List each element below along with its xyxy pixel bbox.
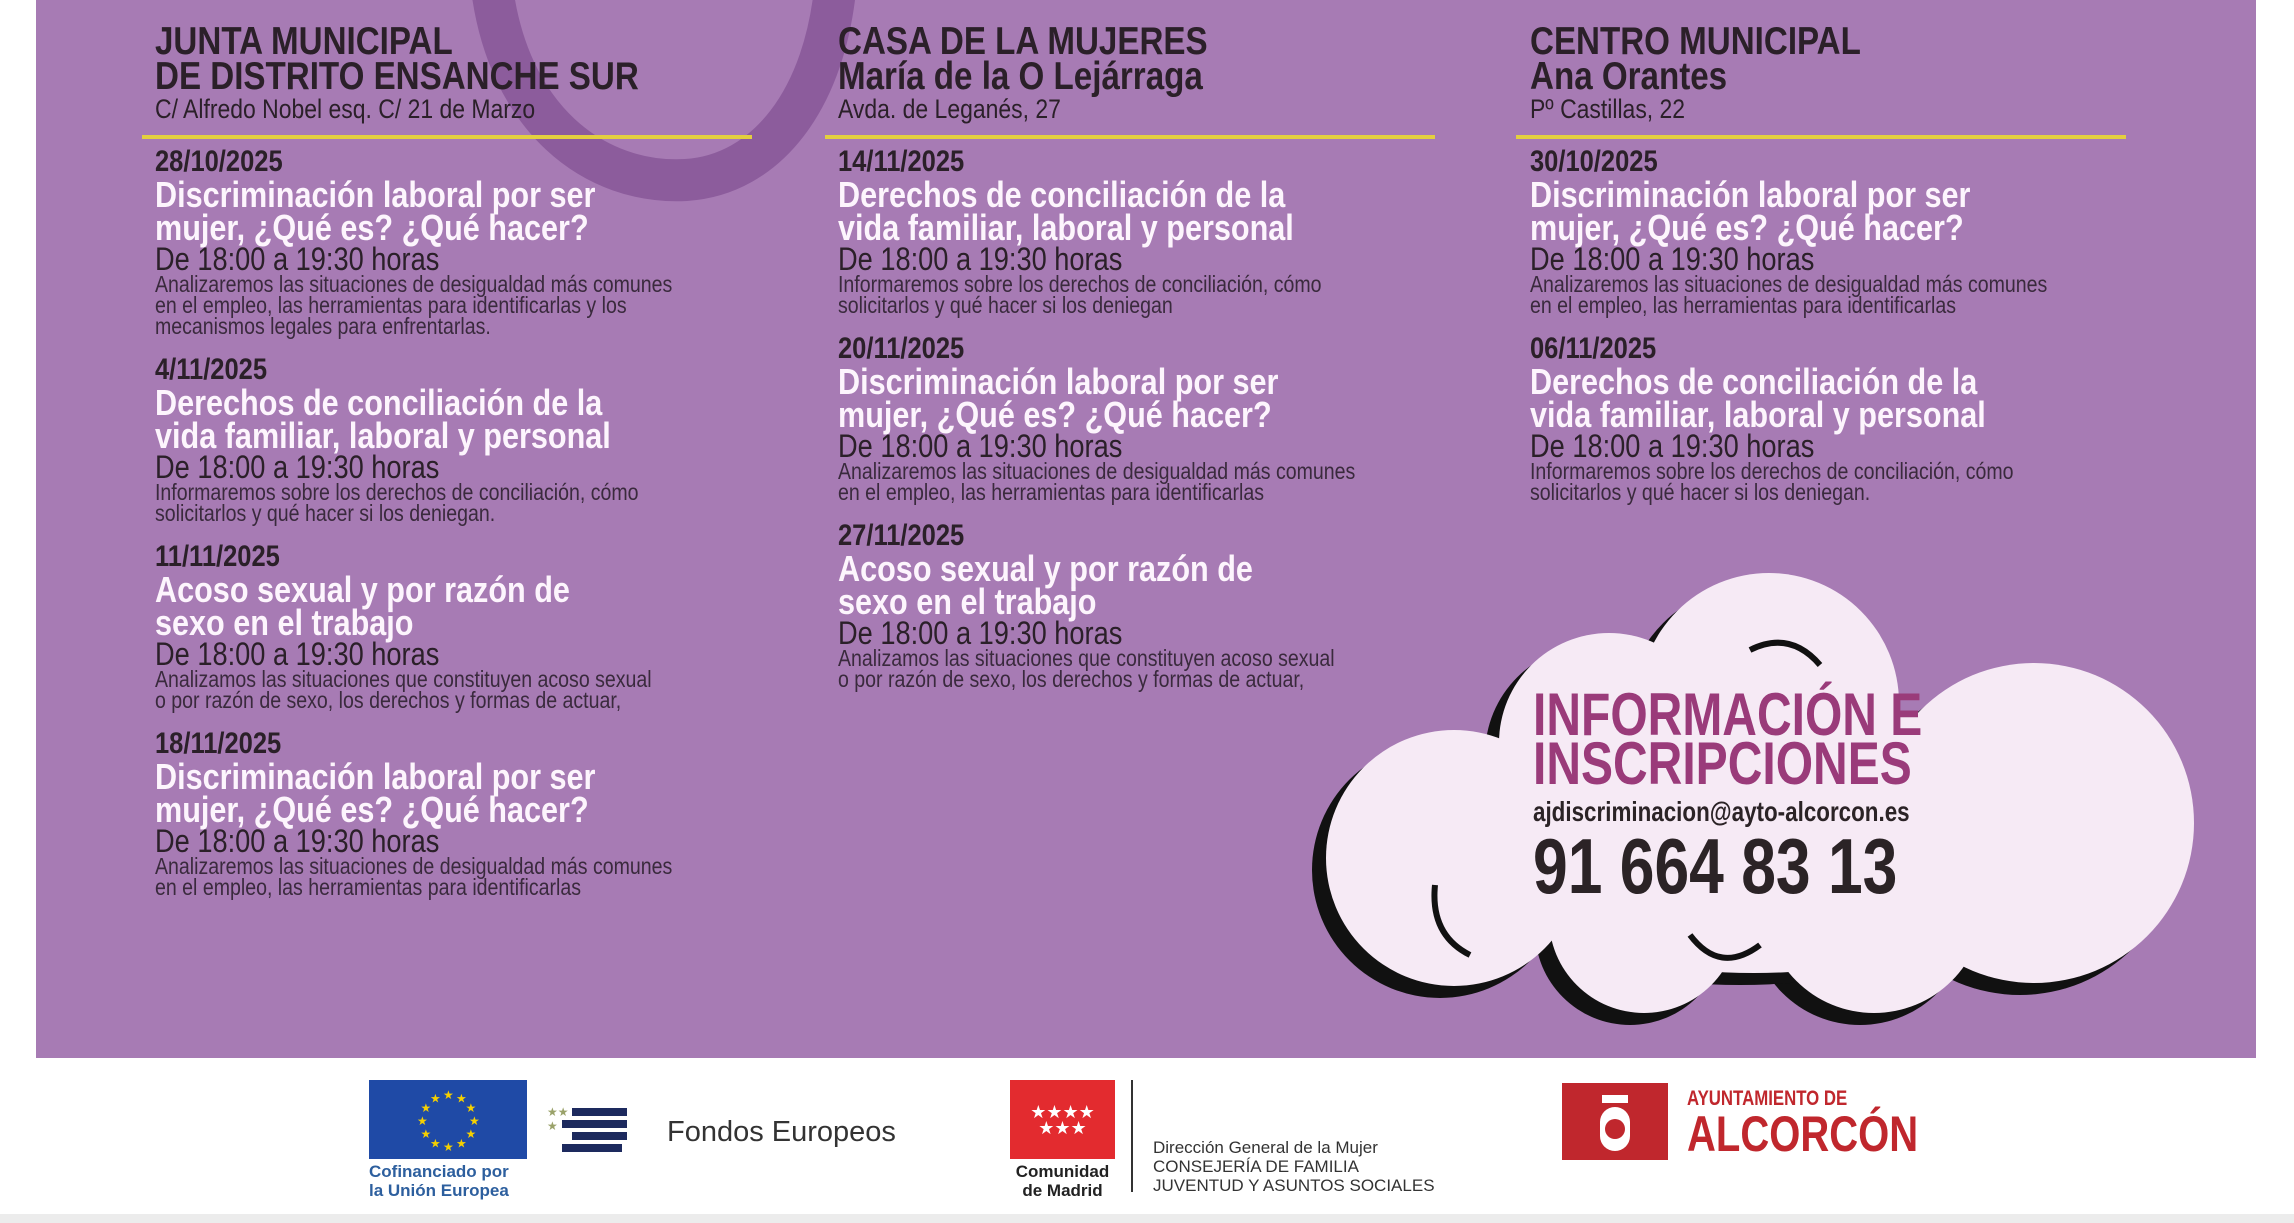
ayto-small-text: AYUNTAMIENTO DE	[1687, 1087, 1848, 1110]
event-time: De 18:00 a 19:30 horas	[838, 241, 1123, 277]
department-line: Dirección General de la Mujer	[1153, 1138, 1378, 1157]
venue-address: Avda. de Leganés, 27	[838, 94, 1061, 124]
venue-name: DE DISTRITO ENSANCHE SUR	[155, 55, 639, 98]
eu-flag-logo	[369, 1080, 527, 1159]
fondos-europeos-label: Fondos Europeos	[667, 1116, 896, 1148]
event-description: Analizaremos las situaciones de desigualdad más comunes	[155, 271, 673, 297]
info-heading: INFORMACIÓN E	[1533, 681, 1923, 748]
event-date: 28/10/2025	[155, 145, 283, 178]
event-item	[155, 728, 672, 898]
event-title: Derechos de conciliación de la	[1530, 361, 1978, 402]
alcorcon-crest-logo	[1562, 1083, 1668, 1160]
venue-name: CENTRO MUNICIPAL	[1530, 20, 1861, 63]
event-date: 4/11/2025	[155, 353, 268, 386]
madrid-stars-icon: ★★★★ ★★★	[1030, 1102, 1095, 1138]
event-description: Analizamos las situaciones que constituyen acoso sexual	[155, 666, 652, 692]
event-description: Analizaremos las situaciones de desigualdad más comunes	[155, 853, 673, 879]
venue-name: María de la O Lejárraga	[838, 55, 1203, 98]
event-item	[838, 520, 1355, 690]
venue-name: CASA DE LA MUJERES	[838, 20, 1208, 63]
event-title: vida familiar, laboral y personal	[1530, 394, 1986, 435]
eu-star: ★	[430, 1136, 441, 1151]
event-date: 20/11/2025	[838, 332, 965, 365]
event-description: Informaremos sobre los derechos de conciliación, cómo	[1530, 458, 2014, 484]
department-line: JUVENTUD Y ASUNTOS SOCIALES	[1153, 1176, 1435, 1195]
madrid-caption-line: de Madrid	[1022, 1181, 1103, 1200]
eu-star: ★	[430, 1091, 441, 1106]
event-description: Analizaremos las situaciones de desigualdad más comunes	[838, 458, 1356, 484]
eu-star: ★	[456, 1136, 467, 1151]
venue-address: Pº Castillas, 22	[1530, 94, 1686, 124]
event-title: Discriminación laboral por ser	[838, 361, 1279, 402]
venue-name: Ana Orantes	[1530, 55, 1728, 98]
department-text	[1153, 1138, 1435, 1195]
venue-address: C/ Alfredo Nobel esq. C/ 21 de Marzo	[155, 94, 536, 124]
madrid-caption-line: Comunidad	[1015, 1162, 1110, 1181]
event-title: Discriminación laboral por ser	[155, 756, 596, 797]
info-registration	[1533, 681, 1923, 910]
divider-rule	[142, 135, 752, 139]
event-description: solicitarlos y qué hacer si los deniegan.	[1530, 479, 1871, 505]
event-title: sexo en el trabajo	[155, 602, 414, 643]
event-date: 27/11/2025	[838, 519, 965, 552]
event-item	[838, 146, 1355, 316]
eu-star: ★	[456, 1091, 467, 1106]
event-time: De 18:00 a 19:30 horas	[155, 636, 440, 672]
eu-star: ★	[443, 1140, 454, 1154]
event-time: De 18:00 a 19:30 horas	[1530, 241, 1815, 277]
event-date: 11/11/2025	[155, 540, 280, 573]
event-title: mujer, ¿Qué es? ¿Qué hacer?	[1530, 207, 1964, 248]
event-time: De 18:00 a 19:30 horas	[1530, 428, 1815, 464]
eu-star: ★	[417, 1114, 428, 1128]
event-title: vida familiar, laboral y personal	[838, 207, 1294, 248]
alcorcon-wordmark	[1687, 1087, 1919, 1162]
event-time: De 18:00 a 19:30 horas	[838, 615, 1123, 651]
info-heading: INSCRIPCIONES	[1533, 730, 1912, 797]
event-title: vida familiar, laboral y personal	[155, 415, 611, 456]
event-date: 18/11/2025	[155, 727, 282, 760]
event-date: 30/10/2025	[1530, 145, 1658, 178]
event-list	[155, 146, 672, 915]
eu-star: ★	[420, 1101, 432, 1115]
event-item	[838, 333, 1355, 503]
event-description: Analizamos las situaciones que constituyen acoso sexual	[838, 645, 1335, 671]
event-item	[1530, 146, 2047, 316]
event-item	[155, 541, 672, 711]
divider-rule	[825, 135, 1435, 139]
eu-caption	[369, 1162, 509, 1200]
event-description: Analizaremos las situaciones de desigualdad más comunes	[1530, 271, 2048, 297]
eu-caption-line: Cofinanciado por	[369, 1162, 509, 1181]
event-title: mujer, ¿Qué es? ¿Qué hacer?	[155, 207, 589, 248]
event-description: mecanismos legales para enfrentarlas.	[155, 313, 491, 339]
event-date: 14/11/2025	[838, 145, 965, 178]
event-description: en el empleo, las herramientas para identificarlas	[155, 874, 581, 900]
bottom-band	[0, 1214, 2294, 1223]
phone-number[interactable]: 91 664 83 13	[1533, 822, 1898, 910]
event-item	[1530, 333, 2047, 503]
svg-text:★: ★	[547, 1119, 558, 1133]
madrid-caption	[1010, 1162, 1115, 1200]
event-description: en el empleo, las herramientas para identificarlas	[1530, 292, 1956, 318]
divider-rule	[1516, 135, 2126, 139]
fondos-europeos-icon	[547, 1104, 652, 1159]
email-link[interactable]: ajdiscriminacion@ayto-alcorcon.es	[1533, 796, 1910, 827]
eu-stars-icon	[369, 1080, 527, 1159]
ayto-big-text: ALCORCÓN	[1687, 1106, 1919, 1162]
event-description: solicitarlos y qué hacer si los deniegan.	[155, 500, 496, 526]
event-list	[1530, 146, 2047, 520]
event-title: sexo en el trabajo	[838, 581, 1097, 622]
event-title: Discriminación laboral por ser	[1530, 174, 1971, 215]
event-list	[838, 146, 1355, 707]
event-description: Informaremos sobre los derechos de conciliación, cómo	[838, 271, 1322, 297]
event-item	[155, 354, 672, 524]
divider	[1131, 1080, 1133, 1192]
eu-star: ★	[469, 1114, 480, 1128]
venue-header	[155, 20, 639, 124]
event-description: en el empleo, las herramientas para identificarlas	[838, 479, 1264, 505]
event-title: Acoso sexual y por razón de	[838, 548, 1253, 589]
eu-star: ★	[465, 1127, 477, 1141]
event-date: 06/11/2025	[1530, 332, 1657, 365]
eu-star: ★	[420, 1127, 432, 1141]
event-description: solicitarlos y qué hacer si los deniegan	[838, 292, 1173, 318]
event-description: o por razón de sexo, los derechos y formas de actuar,	[155, 687, 622, 713]
event-title: Derechos de conciliación de la	[155, 382, 603, 423]
event-title: Acoso sexual y por razón de	[155, 569, 570, 610]
comunidad-madrid-logo	[1010, 1080, 1115, 1159]
event-title: Discriminación laboral por ser	[155, 174, 596, 215]
eu-caption-line: la Unión Europea	[369, 1181, 509, 1200]
eu-star: ★	[443, 1088, 454, 1102]
event-time: De 18:00 a 19:30 horas	[155, 823, 440, 859]
event-time: De 18:00 a 19:30 horas	[155, 449, 440, 485]
svg-text:★★: ★★	[547, 1105, 569, 1119]
event-title: mujer, ¿Qué es? ¿Qué hacer?	[838, 394, 1272, 435]
event-description: en el empleo, las herramientas para identificarlas y los	[155, 292, 627, 318]
venue-header	[838, 20, 1208, 124]
venue-name: JUNTA MUNICIPAL	[155, 20, 453, 63]
event-item	[155, 146, 672, 337]
event-time: De 18:00 a 19:30 horas	[838, 428, 1123, 464]
event-description: o por razón de sexo, los derechos y formas de actuar,	[838, 666, 1305, 692]
event-title: Derechos de conciliación de la	[838, 174, 1286, 215]
department-line: CONSEJERÍA DE FAMILIA	[1153, 1157, 1359, 1176]
crest-icon	[1562, 1083, 1668, 1160]
venue-header	[1530, 20, 1861, 124]
event-title: mujer, ¿Qué es? ¿Qué hacer?	[155, 789, 589, 830]
event-description: Informaremos sobre los derechos de conciliación, cómo	[155, 479, 639, 505]
eu-star: ★	[465, 1101, 477, 1115]
event-time: De 18:00 a 19:30 horas	[155, 241, 440, 277]
